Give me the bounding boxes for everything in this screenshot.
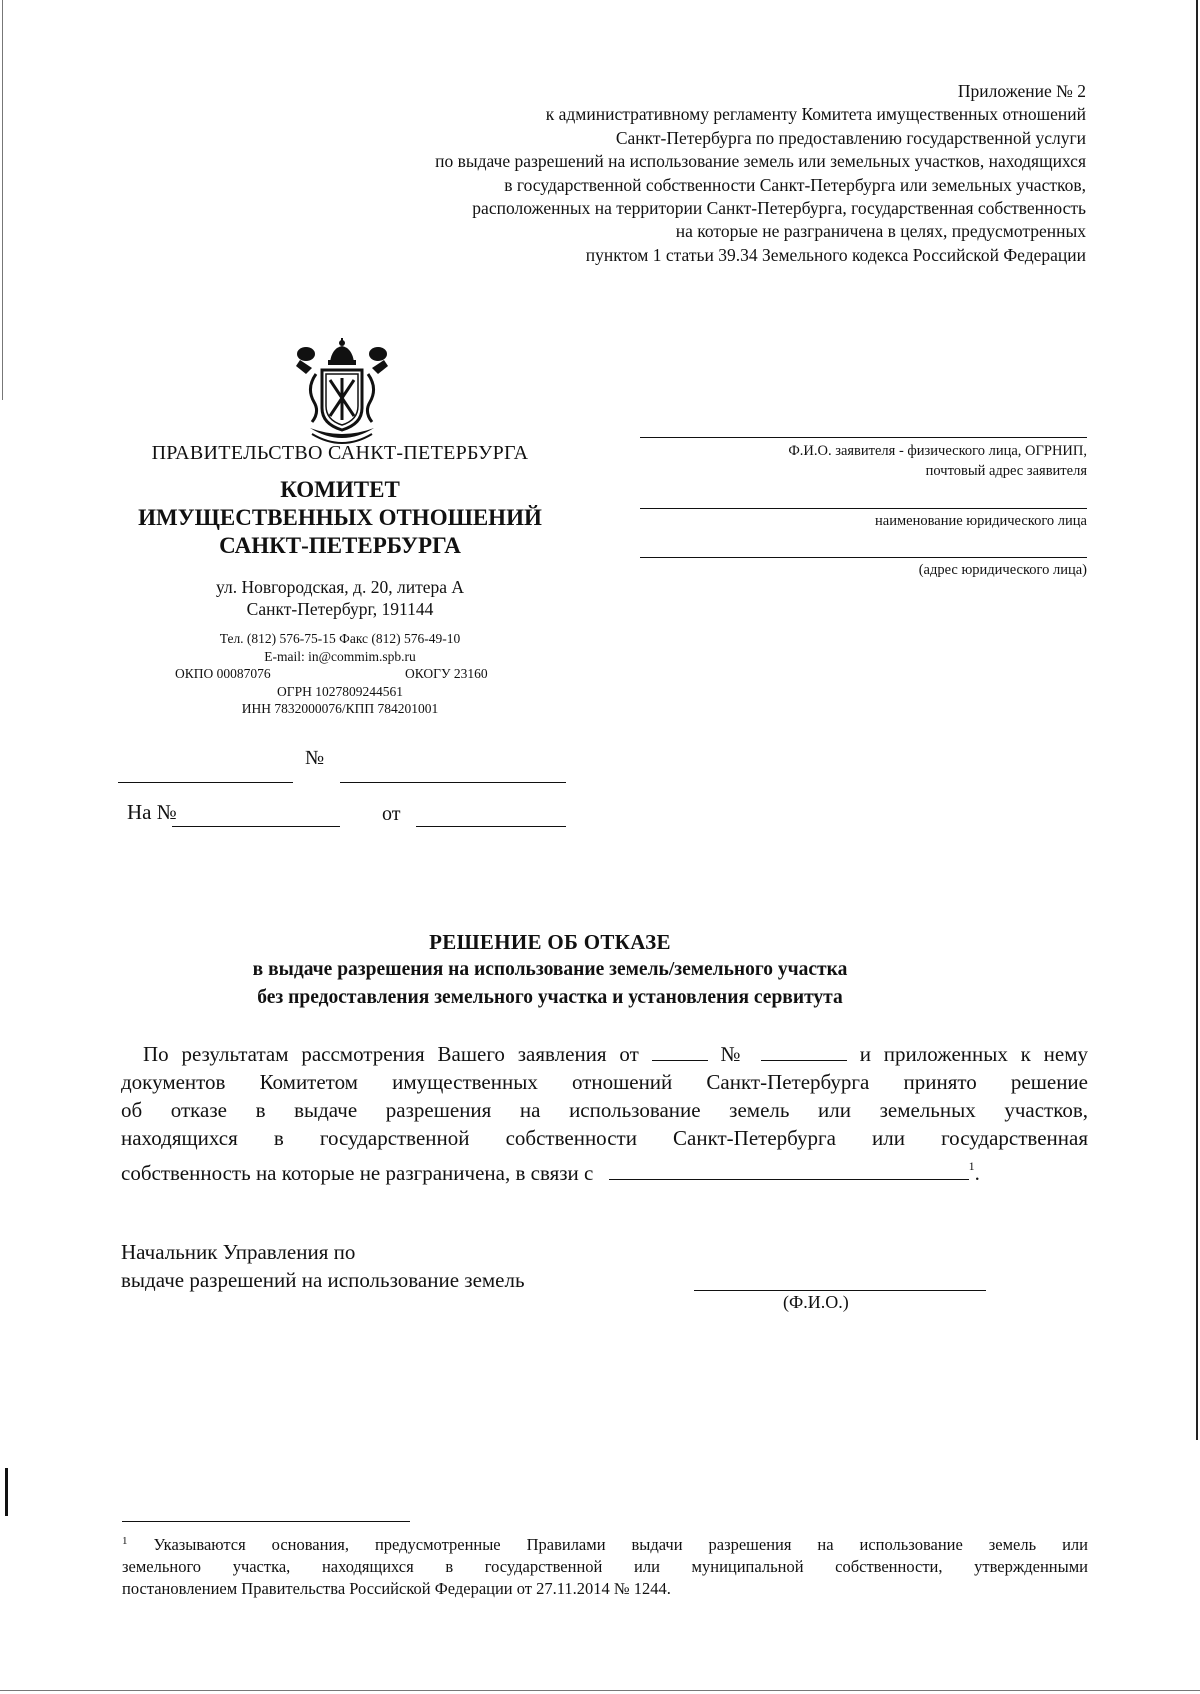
application-number-blank <box>761 1042 847 1061</box>
okogu-code: ОКОГУ 23160 <box>405 666 488 681</box>
signature-line <box>694 1290 986 1291</box>
reply-to-label: На № <box>127 800 177 824</box>
committee-address <box>110 576 570 620</box>
footnote-mark: 1 <box>968 1159 975 1173</box>
legal-entity-address-caption: (адрес юридического лица) <box>918 562 1087 578</box>
body-text: и приложенных к нему <box>859 1042 1089 1066</box>
inn-kpp-code: ИНН 7832000076/КПП 784201001 <box>241 701 439 716</box>
footnote <box>122 1530 1088 1600</box>
address-line: ул. Новгородская, д. 20, литера А <box>215 577 465 597</box>
document-title <box>120 928 980 1012</box>
number-sign: № <box>305 747 325 769</box>
email: E-mail: in@commim.spb.ru <box>264 648 416 664</box>
footnote-line: постановлением Правительства Российской Федерации от 27.11.2014 № 1244. <box>122 1579 671 1598</box>
body-line <box>121 1040 1088 1068</box>
from-label: от <box>382 803 401 825</box>
coat-of-arms-icon <box>292 338 392 448</box>
application-date-blank <box>652 1042 708 1061</box>
title-sub-line: в выдаче разрешения на использование земель/земельного участка <box>252 959 848 980</box>
body-text: . <box>974 1161 980 1185</box>
letterhead <box>110 440 570 718</box>
committee-line: КОМИТЕТ <box>280 477 400 502</box>
appendix-line: расположенных на территории Санкт-Петербурга, государственная собственность <box>472 198 1086 219</box>
body-text: № <box>720 1042 749 1066</box>
footnote-number: 1 <box>122 1535 128 1547</box>
appendix-header <box>186 80 1086 267</box>
appendix-line: к административному регламенту Комитета имущественных отношений <box>545 104 1086 125</box>
decision-body <box>121 1040 1088 1187</box>
applicant-caption: Ф.И.О. заявителя - физического лица, ОГРНИП, <box>788 443 1087 459</box>
okpo-code: ОКПО 00087076 <box>175 666 271 681</box>
outgoing-number-line <box>340 782 566 783</box>
reply-number-line <box>172 826 340 827</box>
appendix-line: в государственной собственности Санкт-Петербурга или земельных участков, <box>504 174 1086 195</box>
reason-blank <box>609 1161 969 1180</box>
body-line: об отказе в выдаче разрешения на использование земель или земельных участков, <box>121 1098 1088 1122</box>
scan-mark <box>5 1468 8 1516</box>
committee-line: ИМУЩЕСТВЕННЫХ ОТНОШЕНИЙ <box>138 505 542 530</box>
footnote-text: Указываются основания, предусмотренные Правилами выдачи разрешения на использование земель или <box>153 1535 1088 1554</box>
scan-edge-bottom <box>0 1690 1200 1691</box>
addressee-block <box>640 436 1087 481</box>
scan-edge-right <box>1196 0 1198 1440</box>
body-text: собственность на которые не разграничена, в связи с <box>121 1161 594 1185</box>
legal-entity-name-line <box>640 508 1087 509</box>
appendix-line: Приложение № 2 <box>957 81 1086 101</box>
signatory-line: выдаче разрешений на использование земель <box>121 1268 525 1292</box>
body-line <box>121 1152 1088 1187</box>
contacts-block <box>110 630 570 718</box>
government-name: ПРАВИТЕЛЬСТВО САНКТ-ПЕТЕРБУРГА <box>151 442 529 464</box>
appendix-line: Санкт-Петербурга по предоставлению государственной услуги <box>615 127 1086 148</box>
applicant-caption: почтовый адрес заявителя <box>925 463 1087 479</box>
legal-entity-name-caption: наименование юридического лица <box>875 513 1087 529</box>
title-sub-line: без предоставления земельного участка и установления сервитута <box>257 987 843 1008</box>
footnote-separator <box>122 1521 410 1522</box>
scan-edge-left <box>2 0 3 400</box>
footnote-line: земельного участка, находящихся в государственной или муниципальной собственности, утвержденными <box>122 1557 1088 1576</box>
appendix-line: на которые не разграничена в целях, предусмотренных <box>675 221 1086 242</box>
body-line: документов Комитетом имущественных отношений Санкт-Петербурга принято решение <box>121 1070 1088 1094</box>
reply-date-line <box>416 826 566 827</box>
committee-line: САНКТ-ПЕТЕРБУРГА <box>219 533 461 558</box>
legal-entity-address-line <box>640 557 1087 558</box>
committee-name <box>110 476 570 560</box>
signatory-title <box>121 1238 525 1294</box>
footnote-line <box>122 1530 1088 1556</box>
ogrn-code: ОГРН 1027809244561 <box>277 683 403 699</box>
signature-name-label: (Ф.И.О.) <box>783 1292 849 1312</box>
address-line: Санкт-Петербург, 191144 <box>246 599 434 619</box>
phone-fax: Тел. (812) 576-75-15 Факс (812) 576-49-10 <box>219 631 461 646</box>
body-text: По результатам рассмотрения Вашего заявления от <box>143 1042 639 1066</box>
appendix-line: пунктом 1 статьи 39.34 Земельного кодекса Российской Федерации <box>585 244 1086 265</box>
body-line: находящихся в государственной собственности Санкт-Петербурга или государственная <box>121 1126 1088 1150</box>
signatory-line: Начальник Управления по <box>121 1240 356 1264</box>
appendix-line: по выдаче разрешений на использование земель или земельных участков, находящихся <box>435 151 1086 172</box>
outgoing-date-line <box>118 782 293 783</box>
codes-row <box>110 665 570 683</box>
title-main: РЕШЕНИЕ ОБ ОТКАЗЕ <box>429 930 671 954</box>
